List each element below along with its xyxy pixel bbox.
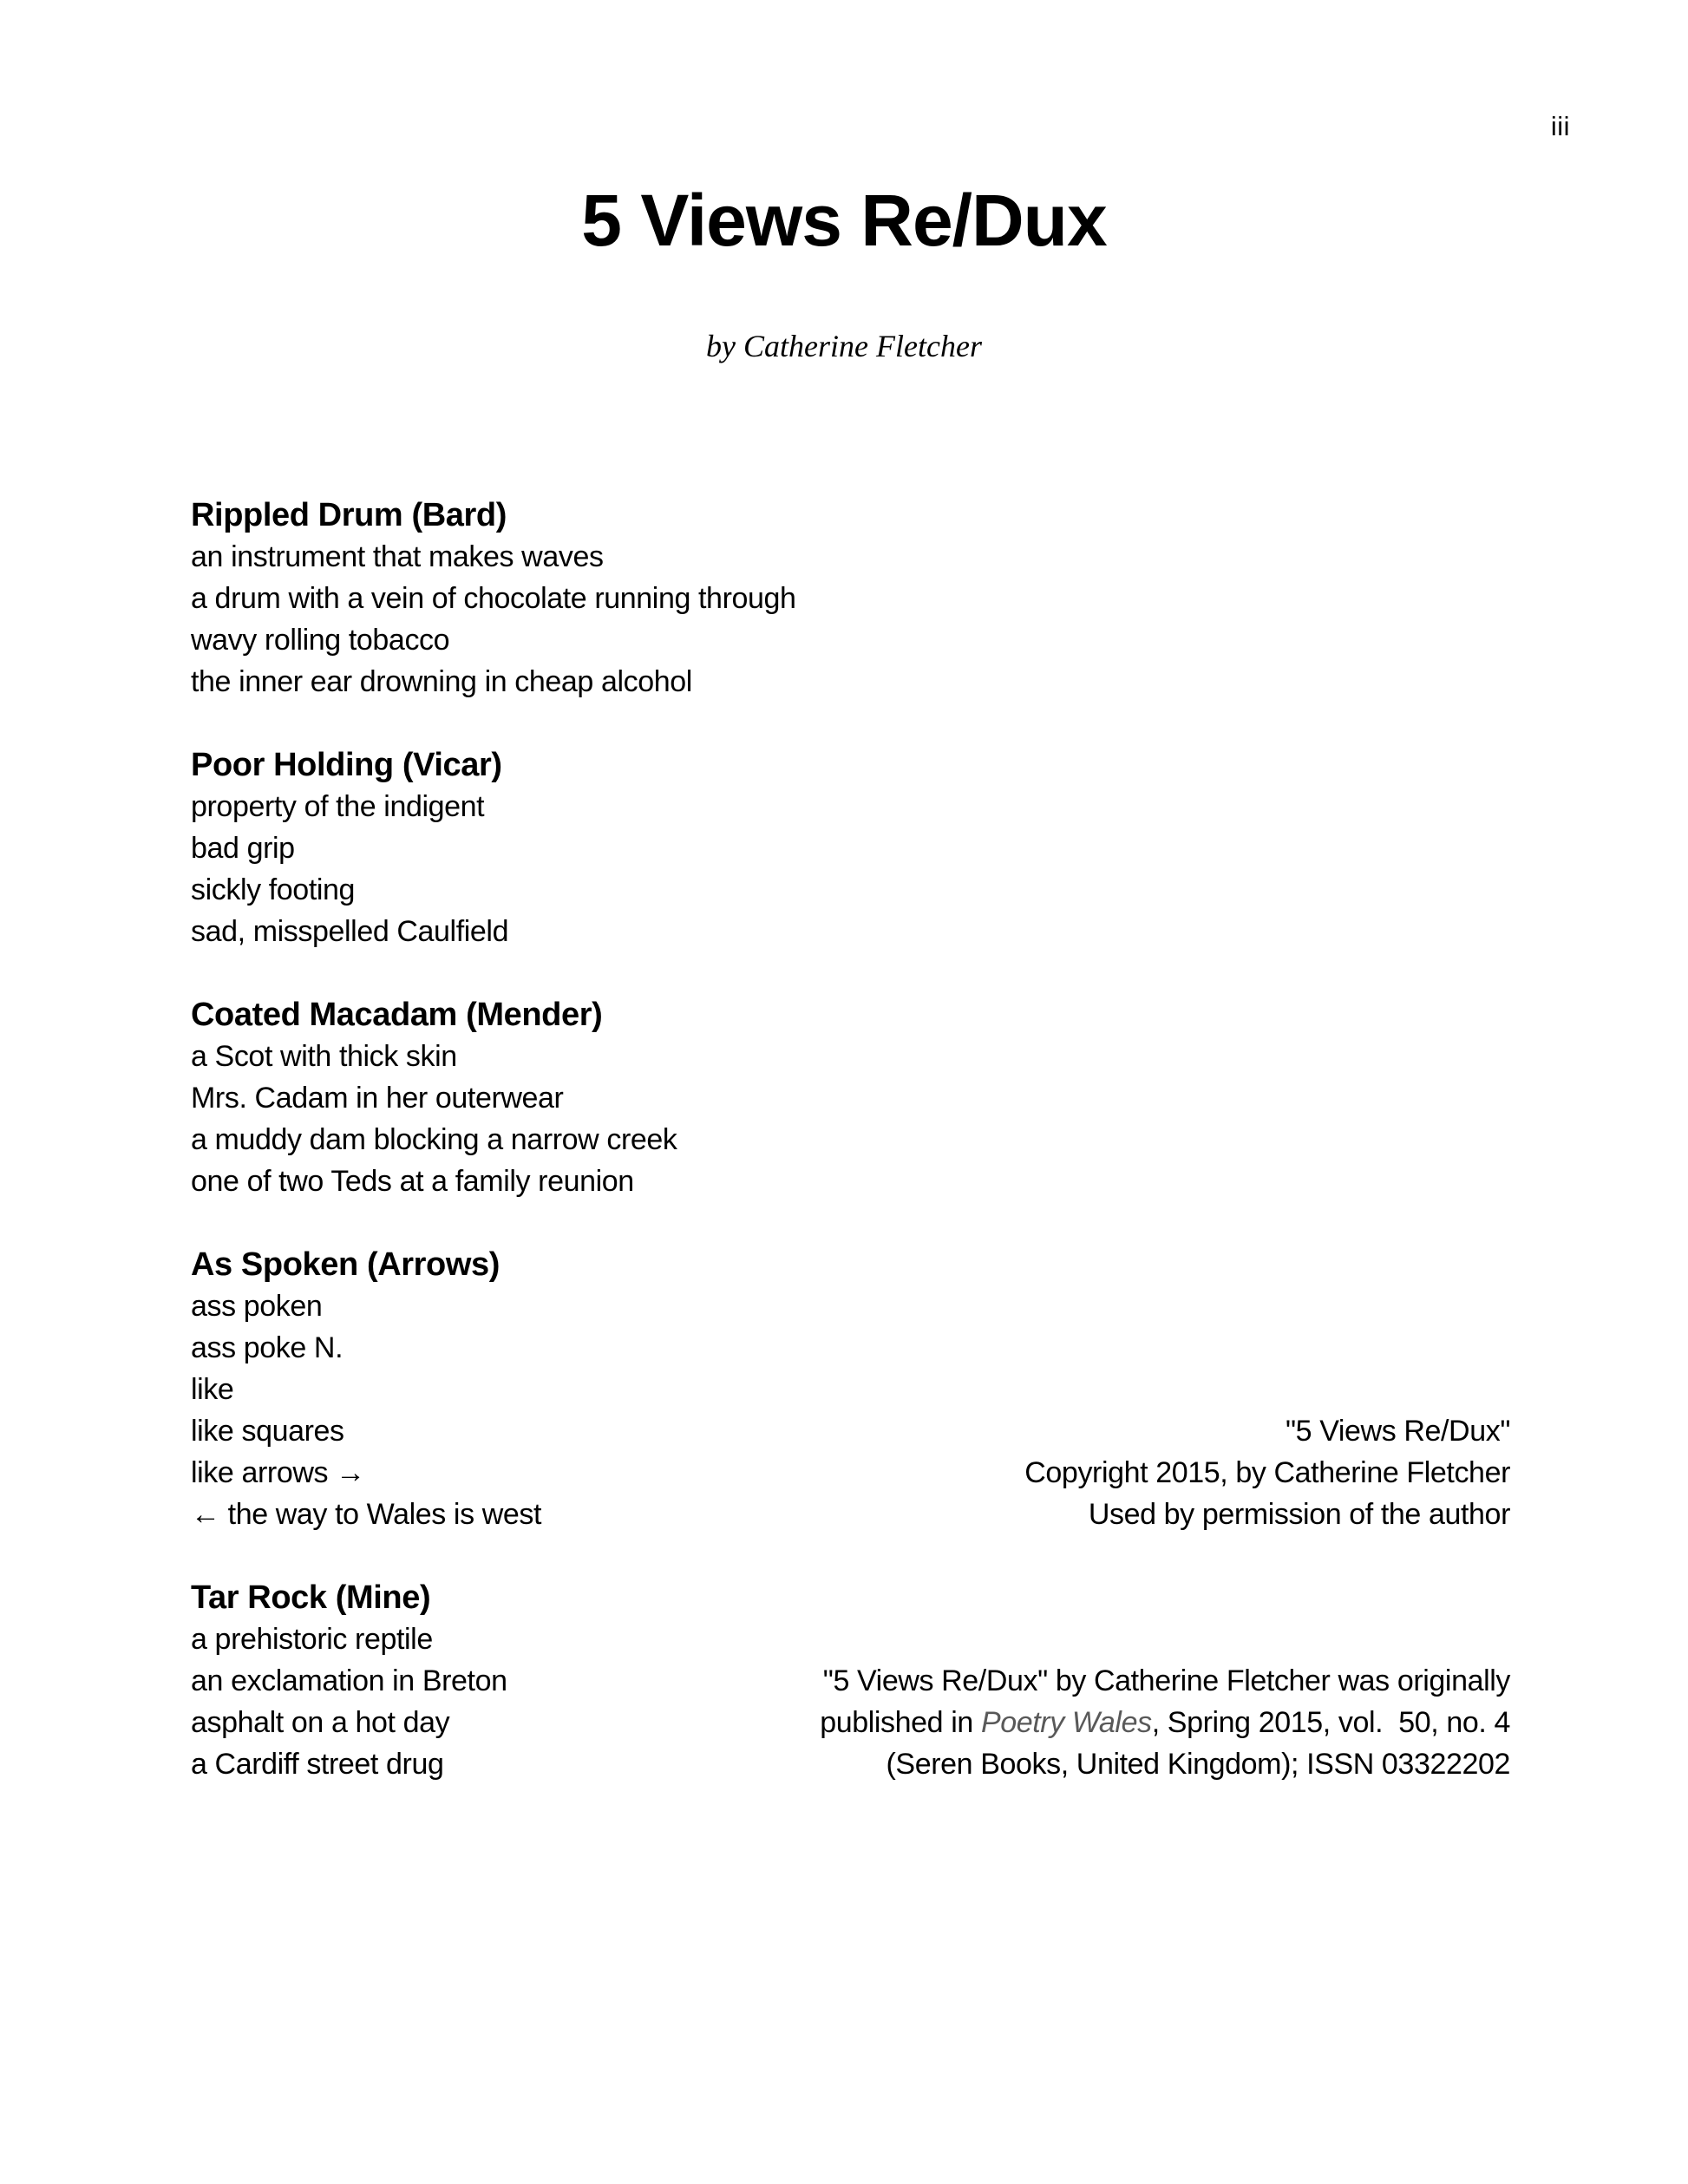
publication-line2-suffix: , Spring 2015, vol. 50, no. 4 (1151, 1706, 1510, 1739)
poem-line: ass poke N. (191, 1331, 343, 1364)
poem-line: ass poken (191, 1290, 323, 1323)
stanza (191, 1577, 796, 1785)
publication-line2-prefix: published in (820, 1706, 981, 1739)
poem-line: a drum with a vein of chocolate running through (191, 582, 796, 615)
poem-line: an exclamation in Breton (191, 1664, 507, 1697)
stanza (191, 1244, 796, 1535)
poem-line: a muddy dam blocking a narrow creek (191, 1123, 677, 1156)
poem-line: wavy rolling tobacco (191, 624, 450, 657)
publication-line-1: "5 Views Re/Dux" by Catherine Fletcher was originally (822, 1664, 1510, 1697)
poem-line-right-arrow: like arrows → (191, 1456, 365, 1489)
publication-line-2 (820, 1702, 1510, 1743)
poem-line: like (191, 1373, 234, 1406)
page-number: iii (1550, 111, 1570, 141)
stanza-heading: Tar Rock (Mine) (191, 1579, 431, 1616)
stanza (191, 494, 796, 703)
poem-line-left-arrow: ← the way to Wales is west (191, 1498, 542, 1531)
stanza-heading: As Spoken (Arrows) (191, 1246, 500, 1283)
poem-line: sickly footing (191, 873, 356, 906)
poem-title: 5 Views Re/Dux (581, 180, 1107, 261)
stanza-heading: Rippled Drum (Bard) (191, 497, 507, 533)
poem-line: a Scot with thick skin (191, 1040, 457, 1073)
poem (191, 494, 796, 1827)
poem-line: the inner ear drowning in cheap alcohol (191, 665, 692, 698)
poem-line: a prehistoric reptile (191, 1623, 433, 1656)
poem-byline: by Catherine Fletcher (706, 329, 982, 363)
poem-line: sad, misspelled Caulfield (191, 915, 509, 948)
copyright-line-permission: Used by permission of the author (1088, 1498, 1510, 1531)
poem-line: property of the indigent (191, 790, 485, 823)
publication-block (820, 1660, 1510, 1785)
poem-line: one of two Teds at a family reunion (191, 1165, 634, 1198)
poem-line: a Cardiff street drug (191, 1748, 444, 1781)
stanza-heading: Poor Holding (Vicar) (191, 747, 502, 783)
journal-title-italic: Poetry Wales (980, 1706, 1152, 1739)
poem-line: bad grip (191, 832, 295, 865)
stanza (191, 744, 796, 952)
poem-line: like squares (191, 1415, 344, 1448)
copyright-line-title: "5 Views Re/Dux" (1286, 1415, 1510, 1448)
copyright-block (1024, 1410, 1510, 1535)
stanza-heading: Coated Macadam (Mender) (191, 997, 603, 1033)
stanza (191, 994, 796, 1202)
copyright-line-year: Copyright 2015, by Catherine Fletcher (1024, 1456, 1510, 1489)
publication-line-3: (Seren Books, United Kingdom); ISSN 03322202 (886, 1748, 1510, 1781)
poem-line: an instrument that makes waves (191, 540, 604, 573)
poem-line: Mrs. Cadam in her outerwear (191, 1082, 564, 1115)
poem-line: asphalt on a hot day (191, 1706, 450, 1739)
